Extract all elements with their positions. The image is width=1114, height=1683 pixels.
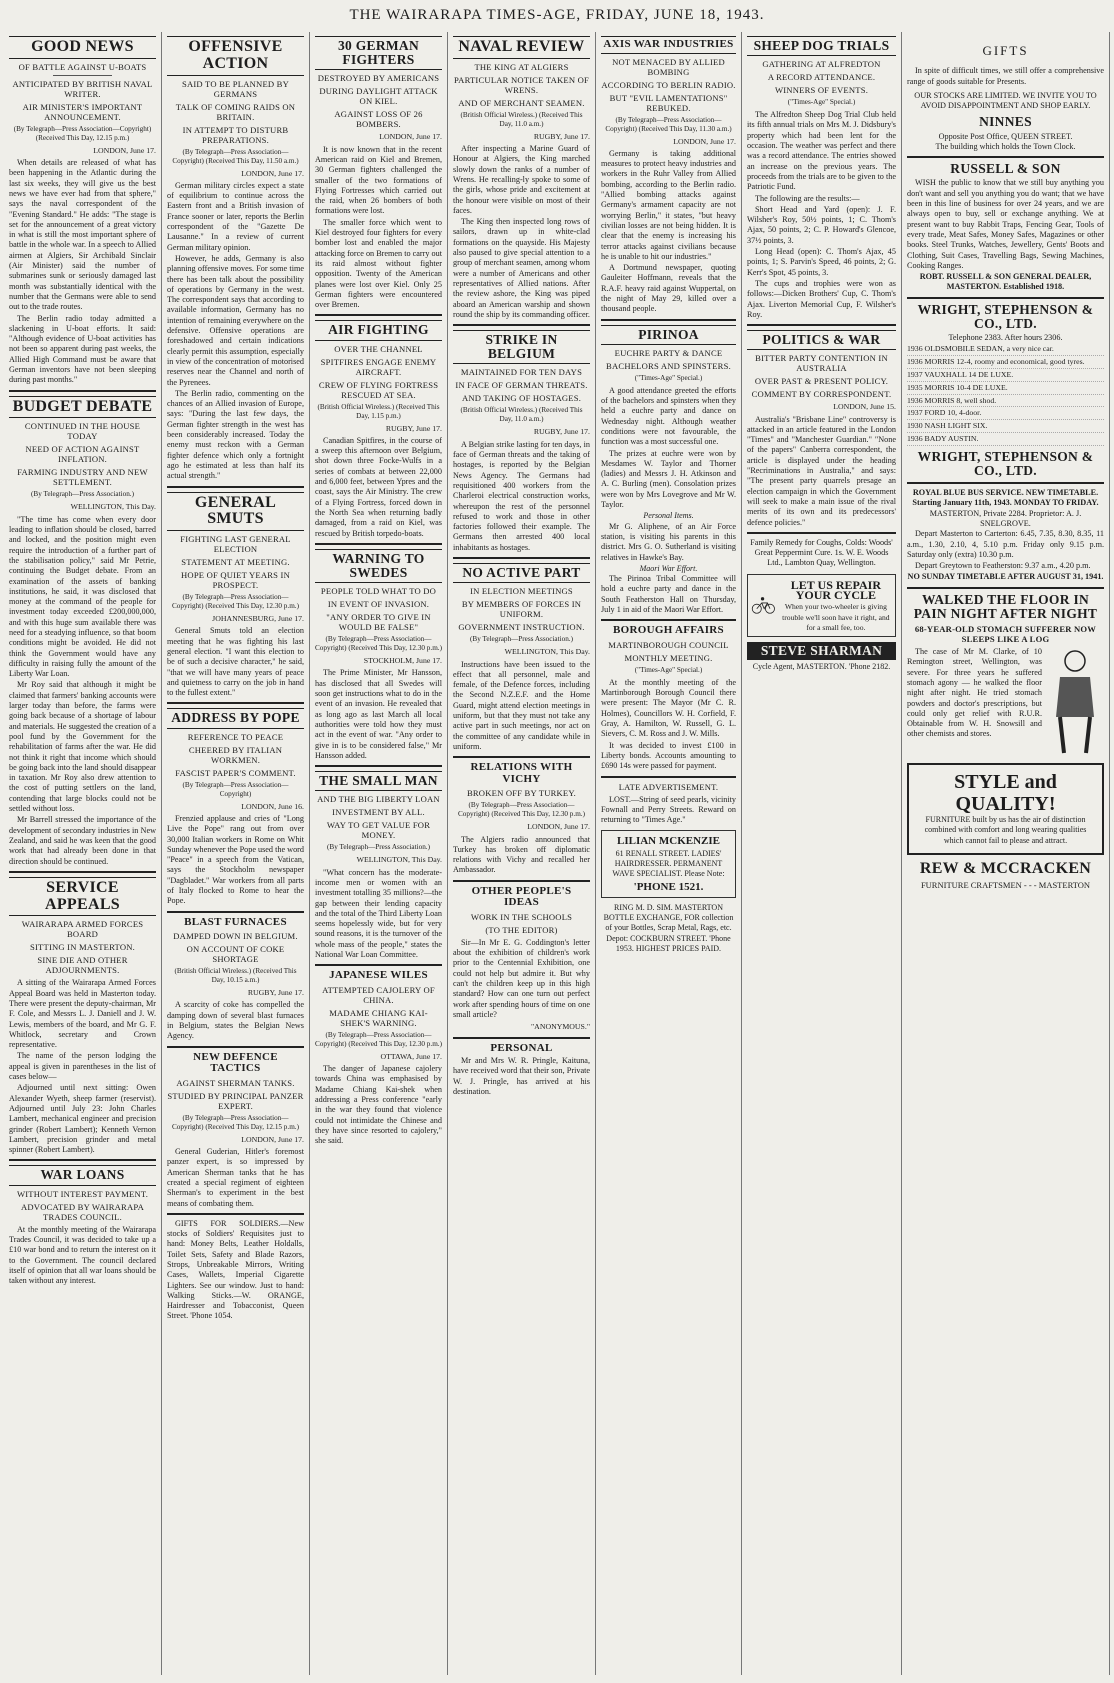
ad-wright-stephenson-phone: Telephone 2383. After hours 2306.	[948, 333, 1063, 343]
ad-bus-times: Depart Greytown to Featherston: 9.37 a.m., 4.20 p.m.	[915, 561, 1091, 571]
press-credit: (By Telegraph—Press Association—Copyright)	[182, 780, 289, 798]
classified-ad-lost: LOST.—String of seed pearls, vicinity Fownall and Perry Streets. Reward on returning to "Times Age."	[601, 794, 736, 825]
subhead: OVER THE CHANNEL	[334, 343, 423, 354]
headline-offensive-action: OFFENSIVE ACTION	[167, 36, 304, 76]
ad-steve-sharman-name: STEVE SHARMAN	[747, 642, 896, 660]
subhead: BUT "EVIL LAMENTATIONS" REBUKED.	[609, 92, 728, 113]
ad-russell-body: WISH the public to know that we still buy anything you don't want and sell you anything you do want; that we have been in this line of business for over 24 years, and we are always open to buy, sell or exchange anything. We at present want to buy Rabbit Traps, Fencing Gear, Tools of every trade, Meat Safes, Money Safes, Magazines or other books. Steel Trunks, Watches, Jewellery, Gents' Boots and Clothing, Suit Cases, Travelling Bags, Sewing Machines, Cooking Ranges.	[907, 178, 1104, 270]
article-paragraph: The Pirinoa Tribal Committee will hold a euchre party and dance in the South Featherston Hall on Thursday, July 1 in aid of the Maori War Effort.	[601, 574, 736, 614]
subhead: WINNERS OF EVENTS.	[774, 85, 869, 96]
article-paragraph: At the monthly meeting of the Martinborough Borough Council there were present: The Mayor (Mr C. R. Holmes), Councillors W. H. Corfield, F. Gray, A. Hamilton, W. Russell, G. L. Sievers, C. M. Ross and J. W. Mills.	[601, 677, 736, 739]
headline-sheep-dog-trials: SHEEP DOG TRIALS	[747, 36, 896, 56]
article-paragraph: The Prime Minister, Mr Hansson, has disclosed that all Swedes will soon get instructions what to do in the event of an invasion. He revealed that as long ago as last March all local authorities were told how they must act in the event of war. "Any order to give in is to be considered false," Mr Hansson added.	[315, 668, 442, 760]
headline-borough-affairs: BOROUGH AFFAIRS	[613, 624, 724, 637]
article-paragraph: Germany is taking additional measures to protect heavy industries and workers in the Ruhr Valley from Allied bombing, according to the Berlin radio. "Allied bombing attacks against Germany's armament capacity are not worrying Berlin," it states, "but heavy civilian losses are not being hidden. It is clear that the enemy is increasing his terror attacks against civilians because he is unable to hit our industries."	[601, 148, 736, 261]
article-paragraph: A good attendance greeted the efforts of the bachelors and spinsters when they held a euchre party and dance on Wednesday night. Although weather conditions were not favourable, the function was a most successful one.	[601, 385, 736, 447]
headline-good-news: GOOD NEWS	[9, 36, 156, 59]
ad-bus-times: Depart Masterton to Carterton: 6.45, 7.35, 8.30, 8.35, 11 a.m., 1.30, 2.10, 4, 5.10 p.m. Friday only 9.15 p.m. Saturday only (extra) 10.30 p.m.	[907, 529, 1104, 559]
headline-budget-debate: BUDGET DEBATE	[9, 396, 156, 419]
letter-signature: "ANONYMOUS."	[531, 1022, 590, 1032]
dateline: JOHANNESBURG, June 17.	[212, 614, 304, 624]
article-paragraph: Mr and Mrs W. R. Pringle, Kaituna, have received word that their son, Private W. J. Pringle, has arrived at his destination.	[453, 1056, 590, 1096]
dateline: WELLINGTON, This Day.	[504, 647, 590, 657]
dateline: RUGBY, June 17.	[385, 423, 442, 433]
article-paragraph: The danger of Japanese cajolery towards China was emphasised by Madame Chiang Kai-shek when addressing a Press conference "early in the war they found that violence could not intimidate the Chinese and they have since resorted to cajolery," she said.	[315, 1064, 442, 1146]
subhead: MARTINBOROUGH COUNCIL	[608, 639, 729, 650]
ad-cycle-body: When your two-wheeler is giving trouble we'll soon have it right, and for a small fee, too.	[782, 602, 890, 632]
article-paragraph: Long Head (open): C. Thom's Ajax, 45 points, 1; S. Parvin's Speed, 46 points, 2; G. Kerr's Spot, 45 points, 3.	[747, 247, 896, 277]
dateline: LONDON, June 17.	[241, 168, 304, 178]
list-item: 1936 BADY AUSTIN.	[907, 433, 1104, 446]
late-advertisement-label: LATE ADVERTISEMENT.	[618, 781, 719, 792]
list-item: 1936 MORRIS 12-4, roomy and economical, good tyres.	[907, 356, 1104, 369]
headline-air-fighting: AIR FIGHTING	[315, 320, 442, 340]
ad-wright-stephenson-name-2: WRIGHT, STEPHENSON & CO., LTD.	[917, 448, 1094, 478]
subhead: WITHOUT INTEREST PAYMENT.	[16, 1188, 149, 1199]
subhead: NEED OF ACTION AGAINST INFLATION.	[25, 444, 140, 465]
article-paragraph: The Algiers radio announced that Turkey has broken off diplomatic relations with Vichy and recalled her Ambassador.	[453, 834, 590, 875]
press-credit: (By Telegraph—Press Association—Copyright) (Received This Day, 12.30 p.m.)	[458, 801, 585, 819]
article-paragraph: At the monthly meeting of the Wairarapa Trades Council, it was decided to take up a £10 war bond and to return the interest on it to the Government. The council declared itself of opinion that all war loans should be taken without any interest.	[9, 1224, 156, 1286]
subhead: SITTING IN MASTERTON.	[30, 942, 135, 953]
article-paragraph: Mr Barrell stressed the importance of the development of secondary industries in New Zealand, and said he was keen that the good work that had already been done in that direction should be continued.	[9, 815, 156, 866]
subhead: BACHELORS AND SPINSTERS.	[606, 360, 731, 371]
subhead: WORK IN THE SCHOOLS	[470, 911, 573, 922]
subhead: (TO THE EDITOR)	[485, 924, 558, 935]
subhead: MONTHLY MEETING.	[624, 652, 713, 663]
bicycle-icon	[751, 582, 776, 628]
subhead: COMMENT BY CORRESPONDENT.	[751, 389, 892, 400]
dateline: RUGBY, June 17.	[533, 131, 590, 141]
dateline: LONDON, June 15.	[833, 402, 896, 412]
headline-the-small-man: THE SMALL MAN	[315, 771, 442, 791]
headline-pirinoa: PIRINOA	[601, 325, 736, 345]
press-credit: ("Times-Age" Special.)	[634, 665, 703, 674]
column-1	[4, 32, 162, 1675]
ad-walked-floor-subhead: 68-YEAR-OLD STOMACH SUFFERER NOW SLEEPS LIKE A LOG	[914, 624, 1097, 645]
subhead: ATTEMPTED CAJOLERY OF CHINA.	[322, 984, 435, 1005]
article-paragraph: The cups and trophies were won as follows:—Dicken Brothers' Cup, C. Thom's Ajax. Liverton Memorial Cup, F. Wilsher's Roy.	[747, 278, 896, 319]
article-paragraph: Mr G. Aliphene, of an Air Force station, is visiting his parents in this district. Mrs G. O. Sutherland is visiting relatives in Hawke's Bay.	[601, 521, 736, 562]
subhead: CREW OF FLYING FORTRESS RESCUED AT SEA.	[318, 379, 439, 400]
headline-30-german-fighters: 30 GERMAN FIGHTERS	[315, 36, 442, 70]
dateline: STOCKHOLM, June 17.	[363, 656, 442, 666]
subhead: AGAINST SHERMAN TANKS.	[176, 1077, 295, 1088]
article-paragraph: A scarcity of coke has compelled the damping down of several blast furnaces in Belgium, states the Belgian News Agency.	[167, 1000, 304, 1041]
list-item: 1937 VAUXHALL 14 DE LUXE.	[907, 369, 1104, 382]
article-paragraph: Short Head and Yard (open): J. F. Wilsher's Roy, 50½ points, 1; C. Thom's Ajax, 50 points, 2; C. P. Howard's Glencoe, 37½ points, 3.	[747, 204, 896, 245]
article-paragraph: After inspecting a Marine Guard of Honour at Algiers, the King marched slowly down the ranks of a number of Wrens. He recalling-ly spoke to some of the girls, whose pride and excitement at the honour were visible on most of their faces.	[453, 144, 590, 215]
press-credit: (British Official Wireless.) (Received This Day, 10.15 a.m.)	[174, 967, 297, 985]
subhead: DESTROYED BY AMERICANS	[317, 73, 440, 84]
newspaper-masthead: THE WAIRARAPA TIMES-AGE, FRIDAY, JUNE 18, 1943.	[349, 7, 765, 23]
subhead: AND TAKING OF HOSTAGES.	[461, 393, 582, 404]
list-item: 1936 MORRIS 8, well shod.	[907, 395, 1104, 408]
subhead: AIR MINISTER'S IMPORTANT ANNOUNCEMENT.	[22, 101, 143, 122]
letter-paragraph: Sir—In Mr E. G. Coddington's letter about the exhibition of children's work prior to the Centennial Exhibition, one could not help but admire it. But why can't the children keep up in this high standard? How can one turn out perfect work after spending hours of time on one small article?	[453, 937, 590, 1019]
subhead: FARMING INDUSTRY AND NEW SETTLEMENT.	[17, 467, 148, 488]
headline-war-loans: WAR LOANS	[9, 1165, 156, 1185]
subhead: A RECORD ATTENDANCE.	[767, 72, 876, 83]
article-paragraph: The smaller force which went to Kiel destroyed four fighters for every bomber lost and enabled the major attacking force on Bremen to carry out its raid almost without fighter opposition. Twenty of the American planes were lost over Kiel. Only 25 German fighters were encountered over Bremen.	[315, 217, 442, 310]
article-paragraph: A Dortmund newspaper, quoting Gauleiter Hoffmann, reveals that the R.A.F. heavy raid against Wuppertal, on the night of May 29, killed over a thousand people.	[601, 263, 736, 314]
subhead: BITTER PARTY CONTENTION IN AUSTRALIA	[755, 353, 888, 374]
car-list	[907, 343, 1104, 445]
article-paragraph: "What concern has the moderate-income men or women with an investment totalling 35 millions?—the gap between their lending capacity and the total of the Third Liberty Loan seems hopelessly wide, but for very sound reasons, it is the turnover of the whole mass of the people," states the National War Loan Committee.	[315, 867, 442, 959]
subhead: GATHERING AT ALFREDTON	[762, 59, 881, 70]
article-paragraph: The following are the results:—	[755, 193, 860, 203]
press-credit: (British Official Wireless.) (Received This Day, 11.0 a.m.)	[460, 406, 583, 424]
press-credit: (By Telegraph—Press Association—Copyright) (Received This Day, 12.15 p.m.)	[13, 124, 152, 142]
section-label: Maori War Effort.	[639, 563, 698, 573]
ad-woods-peppermint-cure: Family Remedy for Coughs, Colds: Woods' Great Peppermint Cure. 1s. W. E. Woods Ltd., Lambton Quay, Wellington.	[750, 537, 893, 568]
article-paragraph: A sitting of the Wairarapa Armed Forces Appeal Board was held in Masterton today. There were present the deputy-chairman, Mr F. Cole, and Messrs L. J. Daniell and J. W. Lewis, members of the board, and Mr G. F. Whitlock, secretary and Crown representative.	[9, 978, 156, 1050]
column-5	[596, 32, 742, 1675]
subhead: BY MEMBERS OF FORCES IN UNIFORM.	[461, 599, 582, 620]
column-3	[310, 32, 448, 1675]
subhead: FASCIST PAPER'S COMMENT.	[175, 767, 296, 778]
article-paragraph: It is now known that in the recent American raid on Kiel and Bremen, 30 German fighters challenged the smaller of the two formations of Flying Fortresses which carried out the raid, when 26 bombers of both formations were lost.	[315, 144, 442, 216]
ad-style-and-quality	[907, 763, 1104, 855]
headline-axis-war-industries: AXIS WAR INDUSTRIES	[601, 36, 736, 54]
headline-address-by-pope: ADDRESS BY POPE	[167, 708, 304, 728]
article-paragraph: Canadian Spitfires, in the course of a sweep this afternoon over Belgium, shot down three Focke-Wulfs in a series of combats at between 22,000 and 6,000 feet, between Ypres and the coast, says the Air Ministry. The crew of a Flying Fortress, forced down in the North Sea when returning badly damaged, from a raid on Kiel, was rescued by British torpedo-boats.	[315, 435, 442, 538]
subhead: ANTICIPATED BY BRITISH NAVAL WRITER.	[12, 78, 153, 99]
subhead: OF BATTLE AGAINST U-BOATS	[18, 61, 147, 72]
ad-ninnes-note: The building which holds the Town Clock.	[935, 141, 1076, 151]
article-paragraph: Australia's "Brisbane Line" controversy is attacked in an article featured in the London "Times" and "Manchester Guardian." "None of the papers" Canberra correspondent, the article is displayed under the heading "Recriminations in Australia," and says: "The present party quarrels presage an election campaign in which the Government will seek to make a main issue of the rival merits of its own and its predecessors' defence policies."	[747, 414, 896, 527]
ad-bus-heading: ROYAL BLUE BUS SERVICE. NEW TIMETABLE. Starting January 11th, 1943. MONDAY TO FRIDAY.	[912, 488, 1099, 508]
ad-phone: 'PHONE 1521.	[633, 880, 704, 893]
dateline: LONDON, June 17.	[241, 1134, 304, 1144]
subhead: ON ACCOUNT OF COKE SHORTAGE	[186, 944, 285, 965]
ad-cycle-heading: LET US REPAIR YOUR CYCLE	[790, 577, 881, 603]
article-paragraph: General Smuts told an election meeting that he was fighting his last general election. "I want this election to be of such a decisive character," he said, "that we will have many years of peace and quietness to carry on the job in hand to the fullest extent."	[167, 626, 304, 698]
list-item: 1930 NASH LIGHT SIX.	[907, 420, 1104, 433]
ad-wright-stephenson-name: WRIGHT, STEPHENSON & CO., LTD.	[917, 301, 1094, 331]
subhead: IN ELECTION MEETINGS	[470, 586, 573, 597]
subhead: "ANY ORDER TO GIVE IN WOULD BE FALSE"	[326, 612, 431, 633]
article-paragraph: The Berlin radio, commenting on the chances of an Allied invasion of Europe, says: "During the last few days, the German fighter strength in the west has been considerably increased. Today the enemy must reckon with a German fighter defence which only a fortnight ago he estimated at less than half its actual strength."	[167, 388, 304, 481]
ad-cycle-repair	[747, 574, 896, 637]
ad-gifts-body: In spite of difficult times, we still offer a comprehensive range of goods suitable for Presents.	[907, 66, 1104, 86]
ad-rew-mccracken-tagline: FURNITURE CRAFTSMEN - - - MASTERTON	[920, 879, 1091, 890]
press-credit: (By Telegraph—Press Association—Copyright) (Received This Day, 12.30 p.m.)	[315, 635, 442, 653]
subhead: IN ATTEMPT TO DISTURB PREPARATIONS.	[182, 124, 289, 145]
article-paragraph: The prizes at euchre were won by Mesdames W. Taylor and Thorner (ladies) and Messrs J. H. Atkinson and A. C. Burling (men). Consolation prizes were won by Mrs Lovegrove and Mr W. Taylor.	[601, 448, 736, 510]
subhead: INVESTMENT BY ALL.	[332, 807, 425, 818]
subhead: AND OF MERCHANT SEAMEN.	[458, 97, 585, 108]
subhead: GOVERNMENT INSTRUCTION.	[458, 622, 585, 633]
press-credit: ("Times-Age" Special.)	[787, 98, 856, 107]
ad-bottle-exchange: RING M. D. SIM. MASTERTON BOTTLE EXCHANGE, FOR collection of your Bottles, Scrap Metal, Rags, etc. Depot: COCKBURN STREET. 'Phone 1953. HIGHEST PRICES PAID.	[603, 902, 734, 954]
subhead: PARTICULAR NOTICE TAKEN OF WRENS.	[453, 74, 590, 95]
article-paragraph: The name of the person lodging the appeal is given in parentheses in the list of cases below—	[9, 1051, 156, 1082]
dateline: LONDON, June 17.	[379, 132, 442, 142]
subhead: AND THE BIG LIBERTY LOAN	[317, 794, 440, 805]
ad-walked-floor-headline: WALKED THE FLOOR IN PAIN NIGHT AFTER NIGHT	[913, 591, 1098, 621]
column-7	[902, 32, 1110, 1675]
subhead: THE KING AT ALGIERS	[474, 61, 569, 72]
subhead: SPITFIRES ENGAGE ENEMY AIRCRAFT.	[320, 356, 437, 377]
subhead: TALK OF COMING RAIDS ON BRITAIN.	[175, 101, 296, 122]
subhead: STATEMENT AT MEETING.	[181, 557, 290, 568]
ad-russell-name: RUSSELL & SON	[950, 161, 1061, 177]
headline-general-smuts: GENERAL SMUTS	[167, 492, 304, 532]
press-credit: (By Telegraph—Press Association—Copyright) (Received This Day, 11.30 a.m.)	[605, 115, 732, 133]
headline-new-defence-tactics: NEW DEFENCE TACTICS	[193, 1050, 278, 1075]
list-item: 1937 FORD 10, 4-door.	[907, 407, 1104, 420]
article-paragraph: The King then inspected long rows of sailors, drawn up in white-clad formations on the quayside. His Majesty also paused to give special attention to a group of merchant seamen, among whom were a number of Americans and other representatives of Allied nations. After the review ashore, the King was piped aboard an American warship and shown round the ship by its commanding officer.	[453, 217, 590, 319]
dateline: WELLINGTON, This Day.	[356, 855, 442, 865]
subhead: MAINTAINED FOR TEN DAYS	[460, 367, 583, 378]
press-credit: (By Telegraph—Press Association.)	[327, 843, 430, 852]
article-paragraph: When details are released of what has been happening in the Atlantic during the last six weeks, they will give us the best news we have ever had from that sphere," says the naval correspondent of the "Evening Standard." He adds: "The stage is set for the announcement of a great victory in what is still the most important sphere of battle in the whole war. In a speech to Allied airmen at Algiers, Sir Archibald Sinclair (Air Minister) said the number of submarines sunk or seriously damaged last month was substantially identical with the number that the Germans were able to send out to the trade routes.	[9, 158, 156, 312]
section-label: Personal Items.	[643, 511, 694, 521]
dateline: RUGBY, June 17.	[533, 427, 590, 437]
ad-lilian-mckenzie	[601, 830, 736, 897]
headline-naval-review: NAVAL REVIEW	[453, 36, 590, 59]
dateline: LONDON, June 17.	[527, 822, 590, 832]
subhead: PEOPLE TOLD WHAT TO DO	[320, 586, 437, 597]
article-paragraph: Adjourned until next sitting: Owen Alexander Wyeth, sheep farmer (reservist). Adjourned until July 23: John Charles Lambert, mechanical engineer and precision grinder (Robert Lambert); Kenneth Vernon Lambert, precision grinder and metal spinner (Robert Lambert).	[9, 1083, 156, 1155]
ad-walked-floor-body: The case of Mr M. Clarke, of 10 Remington street, Wellington, was severe. For three years he suffered stomach agony — he walked the floor night after night. He tried stomach powders and doctor's prescriptions, but could only get relief with R.U.R. Obtainable from W. H. Snowsill and other chemists and stores.	[907, 647, 1042, 739]
subhead: CONTINUED IN THE HOUSE TODAY	[24, 421, 141, 442]
headline-service-appeals: SERVICE APPEALS	[9, 877, 156, 917]
ad-style-heading: STYLE and QUALITY!	[954, 771, 1057, 816]
press-credit: (By Telegraph—Press Association—Copyright) (Received This Day, 12.15 p.m.)	[172, 1113, 299, 1131]
ad-bus-proprietor: MASTERTON, Private 2284. Proprietor: A. J. SNELGROVE.	[929, 508, 1082, 528]
press-credit: (By Telegraph—Press Association—Copyright) (Received This Day, 12.30 p.m.)	[172, 593, 299, 611]
headline-politics-and-war: POLITICS & WAR	[747, 330, 896, 350]
subhead: MADAME CHIANG KAI-SHEK'S WARNING.	[329, 1007, 428, 1028]
subhead: REFERENCE TO PEACE	[187, 731, 284, 742]
press-credit: (British Official Wireless.) (Received This Day, 1.15 p.m.)	[317, 402, 440, 420]
dateline: OTTAWA, June 17.	[380, 1051, 442, 1061]
subhead: CHEERED BY ITALIAN WORKMEN.	[188, 744, 283, 765]
dateline: RUGBY, June 17.	[247, 988, 304, 998]
article-paragraph: The Alfredton Sheep Dog Trial Club held its fifth annual trials on Mrs M. J. Didsbury's property which had been lent for the occasion. The weather was perfect and there was a record attendance. The entries showed an increase on the previous years. The proceeds from the trials are to be given to the Patriotic Fund.	[747, 110, 896, 192]
press-credit: (By Telegraph—Press Association—Copyright) (Received This Day, 12.30 p.m.)	[315, 1030, 442, 1048]
subhead: OVER PAST & PRESENT POLICY.	[754, 376, 889, 387]
article-paragraph: It was decided to invest £100 in Liberty bonds. Accounts amounting to £690 14s were passed for payment.	[601, 740, 736, 771]
list-item: 1935 MORRIS 10-4 DE LUXE.	[907, 382, 1104, 395]
column-2	[162, 32, 310, 1675]
classified-ad-gifts-for-soldiers: GIFTS FOR SOLDIERS.—New stocks of Soldiers' Requisites just to hand: Money Belts, Leather Holdalls, Toilet Sets, Safety and Blade Razors, Strops, Unbreakable Mirrors, Writing Cases, Wallets, Imperial Cigarette Lighters. See our window. Just to hand: Walking Sticks.—W. ORANGE, Hairdresser and Tobacconist, Queen Street. 'Phone 1054.	[167, 1218, 304, 1321]
press-credit: (By Telegraph—Press Association.)	[470, 635, 573, 644]
subhead: IN EVENT OF INVASION.	[327, 599, 430, 610]
dateline: WELLINGTON, This Day.	[70, 502, 156, 512]
man-illustration-icon	[1046, 647, 1104, 757]
headline-blast-furnaces: BLAST FURNACES	[184, 915, 287, 928]
ad-style-body: FURNITURE built by us has the air of distinction combined with comfort and long wearing qualities which cannot fail to please and attract.	[924, 815, 1087, 845]
subhead: BROKEN OFF BY TURKEY.	[466, 788, 577, 799]
article-paragraph: A Belgian strike lasting for ten days, in face of German threats and the taking of hostages, is reported by the Belgian News Agency. The Germans had requisitioned 400 workers from the Charleroi electrical construction works, whereupon the rest of the personnel refused to work and those in other factories followed their example. The Germans then arrested 400 local inhabitants as hostages.	[453, 439, 590, 552]
subhead: WAY TO GET VALUE FOR MONEY.	[326, 820, 431, 841]
ad-gifts-stocks: OUR STOCKS ARE LIMITED. WE INVITE YOU TO AVOID DISAPPOINTMENT AND SHOP EARLY.	[914, 90, 1097, 111]
headline-warning-to-swedes: WARNING TO SWEDES	[315, 549, 442, 583]
headline-strike-in-belgium: STRIKE IN BELGIUM	[453, 330, 590, 364]
ad-name: LILIAN MCKENZIE	[617, 835, 720, 848]
dateline: LONDON, June 17.	[673, 136, 736, 146]
article-paragraph: Frenzied applause and cries of "Long Live the Pope" rang out from over 30,000 Italian workers in Rome on Whit Sunday whenever the Pope used the word "Peace" in a speech from the Vatican, says the Stockholm newspaper "Dagbladet." War workers from all parts of Italy flocked to Rome to hear the Pope.	[167, 813, 304, 906]
list-item: 1936 OLDSMOBILE SEDAN, a very nice car.	[907, 343, 1104, 356]
headline-relations-with-vichy: RELATIONS WITH VICHY	[470, 761, 573, 785]
ad-bus-note: NO SUNDAY TIMETABLE AFTER AUGUST 31, 1941.	[907, 572, 1104, 582]
headline-japanese-wiles: JAPANESE WILES	[329, 969, 428, 982]
headline-no-active-part: NO ACTIVE PART	[453, 563, 590, 583]
ad-steve-sharman-details: Cycle Agent, MASTERTON. 'Phone 2182.	[752, 662, 891, 672]
ad-rew-mccracken-name: REW & MCCRACKEN	[919, 859, 1092, 877]
press-credit: (By Telegraph—Press Association.)	[31, 490, 134, 499]
column-4	[448, 32, 596, 1675]
headline-personal: PERSONAL	[490, 1041, 553, 1054]
ad-gifts-heading: GIFTS	[982, 43, 1029, 58]
ad-ninnes-name: NINNES	[979, 114, 1032, 130]
article-paragraph: Instructions have been issued to the effect that all personnel, male and female, of the Defence forces, including the Second N.Z.E.F. and the Home Guard, might attend election meetings in uniform, but that they must not take any active part in such meetings, nor act on the committee of any candidate while in uniform.	[453, 659, 590, 751]
subhead: SINE DIE AND OTHER ADJOURNMENTS.	[37, 955, 128, 976]
ad-ninnes-address: Opposite Post Office, QUEEN STREET.	[938, 131, 1073, 141]
subhead: STUDIED BY PRINCIPAL PANZER EXPERT.	[167, 1090, 304, 1111]
article-paragraph: "The time has come when every door leading to inflation should be closed, barred and locked, and the position might even require the introduction of a further part of the stabilisation policy," said Mr Petrie, continuing the Budget debate. From an examination of the assets of banking institutions, he said, it was disclosed that money at the command of the people for investment today exceeded £200,000,000, and with this huge sum available there was need for a steadying influence, so that boom conditions might be avoided. He did not think the Government would have any difficulty in raising fully the amount of the Liberty War Loan.	[9, 514, 156, 679]
subhead: FIGHTING LAST GENERAL ELECTION	[180, 534, 291, 555]
headline-other-peoples-ideas: OTHER PEOPLE'S IDEAS	[471, 884, 572, 909]
subhead: HOPE OF QUIET YEARS IN PROSPECT.	[181, 570, 290, 591]
press-credit: ("Times-Age" Special.)	[634, 373, 703, 382]
article-paragraph: However, he adds, Germany is also planning offensive moves. For some time there has been talk about the possibility of operations by Germany in the west. The correspondent says that according to available information, Germany has no intention of remaining everywhere on the defensive. Offensive operations are foreshadowed and certain indications clearly permit this assumption, especially in view of the concentration of motorised reserves near the Channel and north of the Pyrenees.	[167, 253, 304, 387]
article-paragraph: German military circles expect a state of equilibrium to continue across the Eastern front and a British invasion of France sooner or later, reports the Berlin correspondent of the "Gazette De Lausanne." In a review of current German military opinion.	[167, 180, 304, 252]
subhead: IN FACE OF GERMAN THREATS.	[455, 380, 588, 391]
subhead: SAID TO BE PLANNED BY GERMANS	[181, 78, 289, 99]
article-paragraph: The Berlin radio today admitted a slackening in U-boat efforts. It said: "Although evidence of U-boat activities has not been so apparent during past weeks, the Allied High Command must be aware that German inventors have not been sleeping during past months."	[9, 313, 156, 385]
column-6	[742, 32, 902, 1675]
subhead: EUCHRE PARTY & DANCE	[614, 347, 723, 358]
article-paragraph: General Guderian, Hitler's foremost panzer expert, is so impressed by American Sherman tanks that he has created a special regiment of eighteen Sherman's to experiment in the best means of combating them.	[167, 1147, 304, 1208]
subhead: ACCORDING TO BERLIN RADIO.	[601, 79, 736, 90]
ad-russell-signature: ROBT. RUSSELL & SON GENERAL DEALER, MASTERTON. Established 1918.	[919, 272, 1092, 292]
dateline: LONDON, June 16.	[241, 801, 304, 811]
subhead: WAIRARAPA ARMED FORCES BOARD	[21, 919, 144, 940]
subhead: DURING DAYLIGHT ATTACK ON KIEL.	[319, 86, 438, 107]
subhead: ADVOCATED BY WAIRARAPA TRADES COUNCIL.	[21, 1201, 144, 1222]
ad-body: 61 RENALL STREET. LADIES' HAIRDRESSER. PERMANENT WAVE SPECIALIST. Please Note:	[612, 848, 725, 879]
dateline: LONDON, June 17.	[93, 145, 156, 155]
press-credit: (British Official Wireless.) (Received This Day, 11.0 a.m.)	[460, 110, 583, 128]
subhead: NOT MENACED BY ALLIED BOMBING	[612, 56, 725, 77]
subhead: DAMPED DOWN IN BELGIUM.	[173, 931, 298, 942]
subhead: AGAINST LOSS OF 26 BOMBERS.	[334, 109, 423, 130]
press-credit: (By Telegraph—Press Association—Copyright) (Received This Day, 11.50 a.m.)	[172, 147, 299, 165]
article-paragraph: Mr Roy said that although it might be claimed that farmers' banking accounts were larger today than before, the farms were going back because of a shortage of labour and materials. He suggested the creation of a pool fund by the Government for the rehabilitation of farms after the war. He did not think it right that income which should be going back into the land should disappear in taxation. Mr Roy also drew attention to the cost of putting settlers on the land, contending that large blocks could not be settled without loss.	[9, 680, 156, 814]
